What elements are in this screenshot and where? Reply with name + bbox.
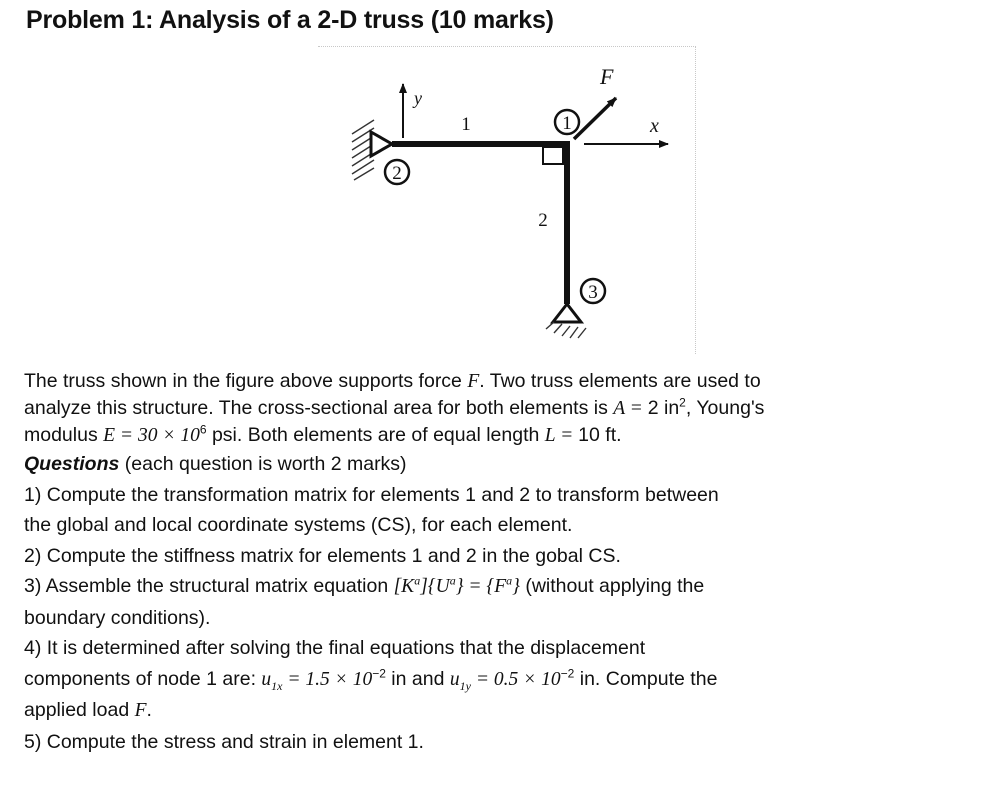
superscript: a bbox=[449, 573, 456, 588]
superscript: −2 bbox=[372, 666, 386, 680]
text-span: analyze this structure. The cross-sectional area for both elements is bbox=[24, 397, 614, 419]
ground-hatch-node-3 bbox=[546, 322, 586, 338]
text-span: (without applying the bbox=[519, 575, 705, 597]
text-span: components of node 1 are: bbox=[24, 667, 262, 690]
question-1-line-2: the global and local coordinate systems (CS), for each element. bbox=[24, 514, 573, 536]
element-1-label: 1 bbox=[461, 114, 471, 135]
force-label: F bbox=[600, 64, 614, 89]
eq-part: [K bbox=[393, 576, 415, 597]
figure-border-top bbox=[318, 46, 696, 47]
text-span: . Two truss elements are used to bbox=[479, 370, 761, 392]
question-4-line-3 bbox=[24, 695, 974, 727]
eq-part: } bbox=[512, 576, 520, 597]
equation-area: A = bbox=[613, 398, 648, 419]
superscript: −2 bbox=[560, 666, 575, 680]
pin-support-node-2 bbox=[371, 132, 392, 156]
text-span: 3) Assemble the structural matrix equation bbox=[24, 575, 394, 597]
displacement-y-value: = 0.5 × 10 bbox=[470, 668, 561, 690]
eq-part: } = {F bbox=[455, 576, 507, 597]
text-span: psi. Both elements are of equal length bbox=[206, 424, 545, 446]
text-span: . bbox=[146, 699, 152, 721]
text-span: modulus bbox=[24, 424, 104, 446]
node-1-label: 1 bbox=[562, 113, 572, 134]
figure-border-right bbox=[695, 46, 696, 354]
subscript: 1x bbox=[271, 678, 283, 693]
x-axis-label: x bbox=[650, 115, 659, 137]
y-axis-label: y bbox=[414, 88, 422, 108]
area-value: 2 in bbox=[647, 397, 680, 419]
text-span: in. Compute the bbox=[574, 667, 718, 690]
right-angle-mark bbox=[543, 147, 563, 164]
truss-figure bbox=[318, 46, 696, 354]
text-span: 10 ft. bbox=[578, 424, 622, 446]
description-line-3 bbox=[24, 422, 974, 449]
node-3-label: 3 bbox=[588, 282, 598, 303]
superscript: 6 bbox=[199, 422, 207, 437]
question-4-line-2 bbox=[24, 664, 974, 696]
superscript: a bbox=[414, 573, 421, 588]
description-line-1 bbox=[24, 368, 974, 395]
variable-F: F bbox=[467, 371, 480, 392]
question-4-line-1: 4) It is determined after solving the final equations that the displacement bbox=[24, 637, 646, 659]
superscript: 2 bbox=[679, 395, 686, 410]
element-2-label: 2 bbox=[538, 210, 548, 231]
question-2: 2) Compute the stiffness matrix for elements 1 and 2 in the gobal CS. bbox=[24, 544, 621, 567]
superscript: a bbox=[506, 573, 513, 588]
eq-part: ]{U bbox=[420, 576, 450, 597]
text-span: , Young's bbox=[685, 397, 765, 419]
truss-diagram bbox=[318, 46, 696, 354]
equation-length: L = bbox=[544, 425, 579, 446]
equation-modulus: E = 30 × 10 bbox=[103, 425, 200, 446]
pin-support-node-3 bbox=[553, 304, 581, 322]
question-5: 5) Compute the stress and strain in element 1. bbox=[24, 730, 424, 753]
node-2-label: 2 bbox=[392, 163, 402, 184]
problem-text bbox=[24, 368, 974, 757]
displacement-x-value: = 1.5 × 10 bbox=[282, 668, 373, 690]
text-span: applied load bbox=[24, 699, 135, 721]
question-3-line-1 bbox=[24, 571, 974, 603]
subscript: 1y bbox=[459, 678, 471, 693]
variable-u: u bbox=[261, 668, 272, 690]
variable-F: F bbox=[134, 700, 147, 721]
questions-note: (each question is worth 2 marks) bbox=[119, 453, 407, 475]
description-line-2 bbox=[24, 395, 974, 422]
force-arrow bbox=[574, 98, 616, 139]
questions-heading: Questions bbox=[24, 453, 120, 475]
question-1-line-1: 1) Compute the transformation matrix for elements 1 and 2 to transform between bbox=[24, 483, 719, 506]
problem-title: Problem 1: Analysis of a 2-D truss (10 marks) bbox=[26, 6, 554, 34]
text-span: The truss shown in the figure above supports force bbox=[24, 370, 468, 392]
variable-u: u bbox=[449, 668, 460, 690]
questions-heading-line bbox=[24, 449, 974, 480]
question-3-line-2: boundary conditions). bbox=[24, 606, 211, 629]
matrix-equation bbox=[393, 573, 520, 597]
text-span: in and bbox=[385, 667, 450, 690]
